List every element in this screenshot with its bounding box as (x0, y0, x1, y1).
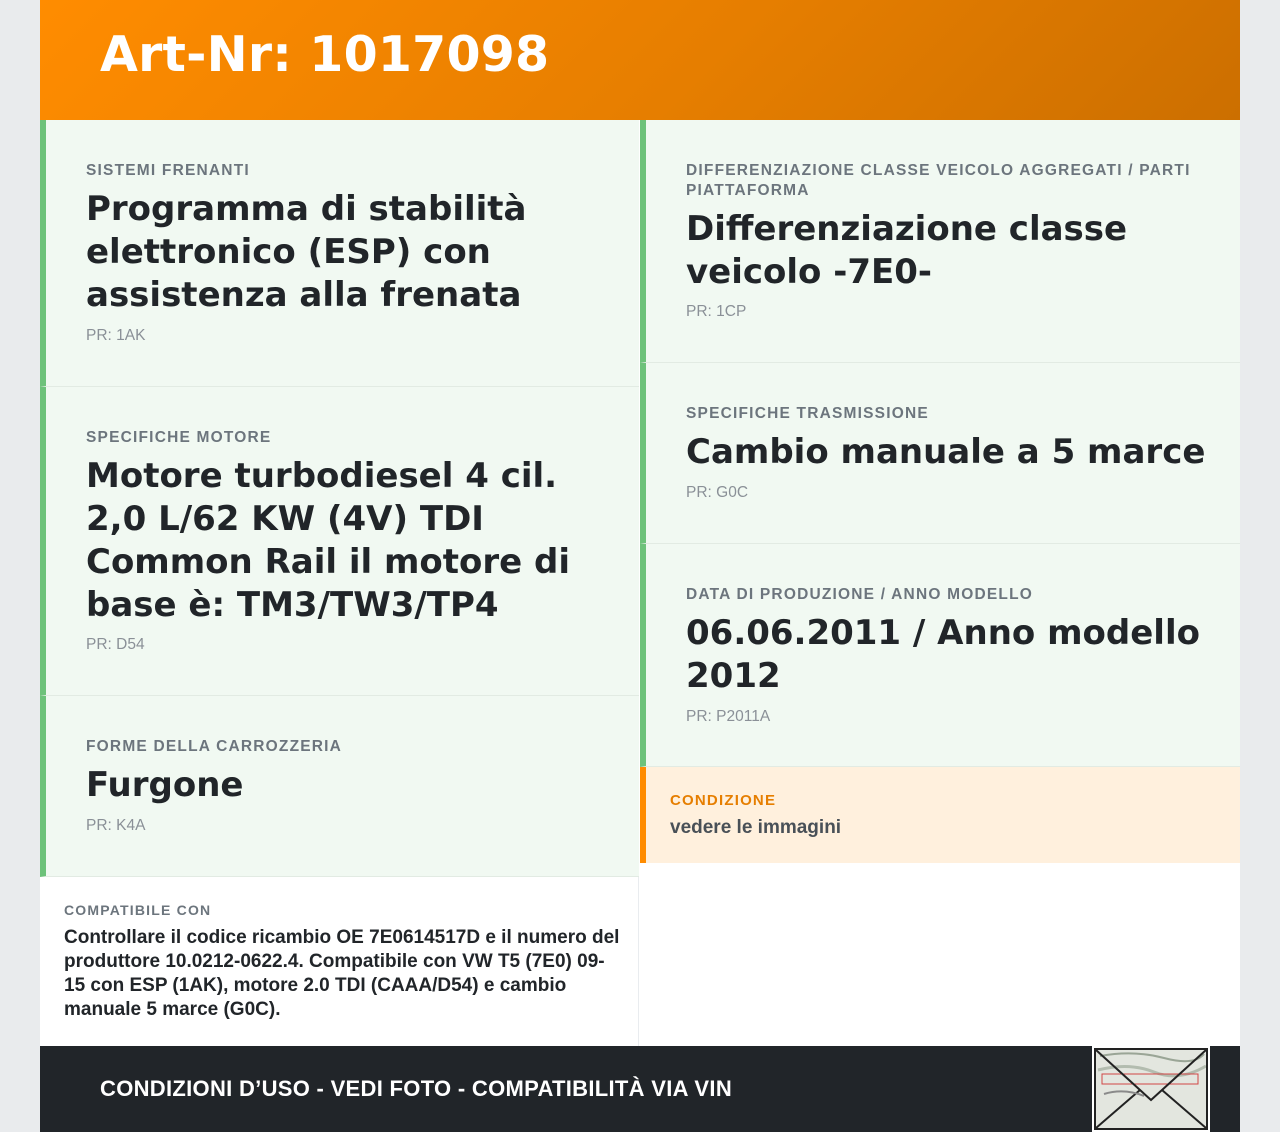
compatibility-label: COMPATIBILE CON (64, 902, 212, 918)
card-category: SISTEMI FRENANTI (86, 162, 250, 179)
compatibility-text: Controllare il codice ricambio OE 7E0614517D e il numero del produttore 10.0212-0622.4. Compatibile con VW T5 (7E0) 09-15 con ESP (1AK), motore 2.0 TDI (CAAA/D54) e cambio manuale 5 marce (G0C). (64, 927, 620, 1020)
footer (40, 1046, 1240, 1132)
card-engine-specs (40, 387, 639, 696)
envelope-photo-icon-graphic (1094, 1048, 1208, 1130)
envelope-photo-icon[interactable] (1092, 1046, 1210, 1132)
card-value: Motore turbodiesel 4 cil. 2,0 L/62 KW (4V) TDI Common Rail il motore di base è: TM3/TW3/TP4 (86, 456, 571, 625)
card-category: SPECIFICHE TRASMISSIONE (686, 405, 929, 422)
compatibility-section (40, 877, 639, 1046)
card-category: FORME DELLA CARROZZERIA (86, 738, 343, 755)
card-value: Programma di stabilità elettronico (ESP) con assistenza alla frenata (86, 189, 527, 315)
condition-box (640, 767, 1240, 863)
card-vehicle-class (640, 120, 1240, 363)
header (40, 0, 1240, 120)
card-brake-system (40, 120, 639, 387)
card-value: Differenziazione classe veicolo -7E0- (686, 209, 1128, 292)
condition-label: CONDIZIONE (670, 792, 777, 809)
card-value: Furgone (86, 765, 244, 805)
card-pr-code: PR: 1AK (86, 327, 146, 344)
card-category: DIFFERENZIAZIONE CLASSE VEICOLO AGGREGATI / PARTI PIATTAFORMA (686, 162, 1191, 199)
card-body-style (40, 696, 639, 877)
footer-links[interactable]: CONDIZIONI D’USO - VEDI FOTO - COMPATIBILITÀ VIA VIN (100, 1076, 733, 1101)
card-category: DATA DI PRODUZIONE / ANNO MODELLO (686, 586, 1034, 603)
card-value: 06.06.2011 / Anno modello 2012 (686, 613, 1200, 696)
card-pr-code: PR: D54 (86, 636, 145, 653)
page (40, 0, 1240, 1132)
page-title: Art-Nr: 1017098 (100, 26, 550, 83)
card-pr-code: PR: 1CP (686, 303, 747, 320)
card-production-date (640, 544, 1240, 767)
card-value: Cambio manuale a 5 marce (686, 432, 1206, 472)
card-transmission-specs (640, 363, 1240, 544)
card-pr-code: PR: K4A (86, 817, 146, 834)
condition-text: vedere le immagini (670, 817, 842, 838)
card-category: SPECIFICHE MOTORE (86, 429, 272, 446)
card-pr-code: PR: P2011A (686, 708, 771, 725)
card-pr-code: PR: G0C (686, 484, 749, 501)
